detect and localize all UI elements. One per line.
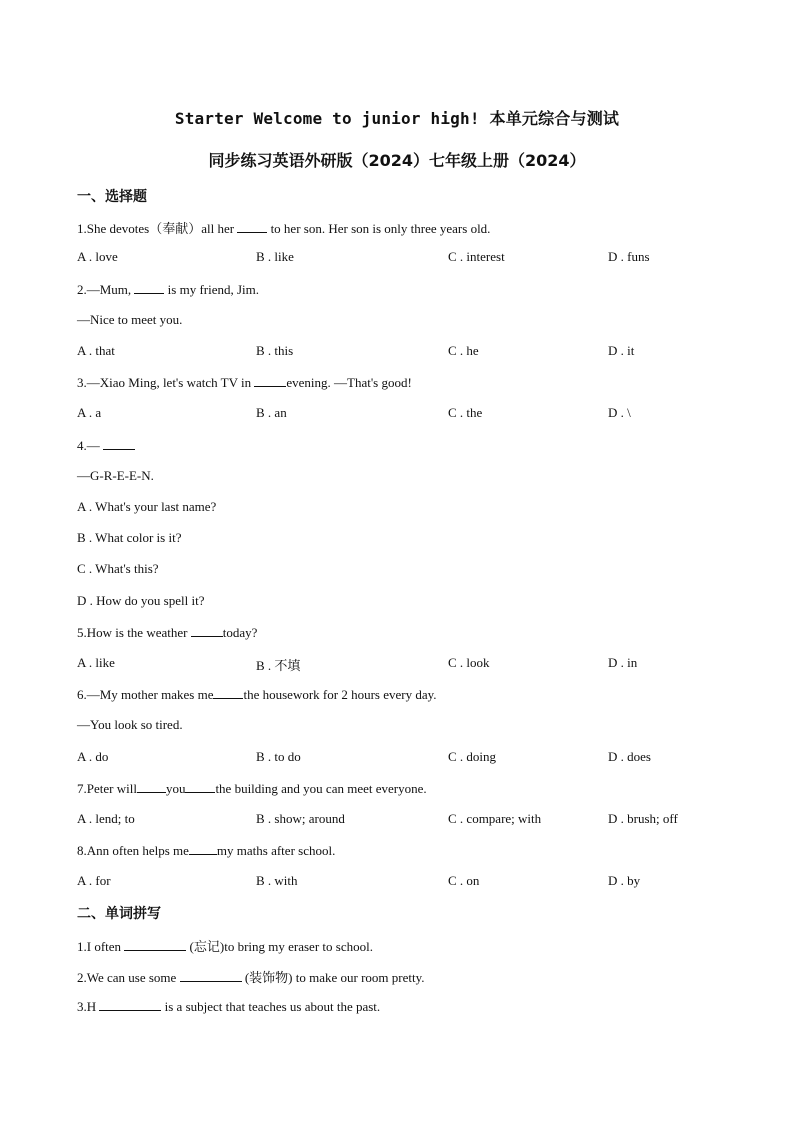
option-c[interactable]: C . doing (448, 749, 497, 764)
section-heading-spelling: 二、单词拼写 (77, 906, 161, 922)
title-line-2: 同步练习英语外研版（2024）七年级上册（2024） (208, 151, 586, 170)
question-7 (77, 780, 427, 797)
question-7-text-b: you (165, 781, 186, 796)
question-8-text-a: 8.Ann often helps me (77, 843, 189, 858)
question-3-text-a: 3.—Xiao Ming, let's watch TV in (77, 375, 255, 390)
option-b[interactable]: B . with (256, 873, 298, 888)
question-6-text-b: the housework for 2 hours every day. (243, 687, 437, 702)
option-c[interactable]: C . on (448, 873, 480, 888)
question-5-text-a: 5.How is the weather (77, 625, 191, 640)
spelling-3-text-b: is a subject that teaches us about the past. (161, 999, 381, 1014)
spelling-2 (77, 967, 424, 986)
option-d[interactable]: D . in (608, 655, 638, 670)
option-b[interactable]: B . like (256, 249, 294, 264)
option-d[interactable]: D . by (608, 873, 641, 888)
question-5 (77, 624, 257, 641)
question-8-options (0, 873, 794, 891)
option-d[interactable]: D . funs (608, 249, 650, 264)
question-2-reply: —Nice to meet you. (77, 312, 183, 327)
question-6-text-a: 6.—My mother makes me (77, 687, 214, 702)
spelling-1-text-a: 1.I often (77, 939, 125, 954)
option-a[interactable]: A . do (77, 749, 109, 764)
option-b[interactable]: B . 不填 (256, 658, 301, 673)
question-5-options (0, 655, 794, 673)
question-1 (77, 218, 490, 237)
spelling-1 (77, 936, 373, 955)
title-line-1: Starter Welcome to junior high! 本单元综合与测试 (174, 109, 620, 128)
question-8 (77, 842, 335, 859)
option-c[interactable]: C . he (448, 343, 479, 358)
question-1-text-b: to her son. Her son is only three years old. (267, 221, 491, 236)
question-1-text-a: 1.She devotes（奉献）all her (77, 221, 238, 236)
answer-blank (237, 220, 267, 233)
option-d[interactable]: D . How do you spell it? (77, 593, 205, 608)
spelling-2-text-a: 2.We can use some (77, 970, 180, 985)
answer-blank[interactable] (124, 938, 186, 951)
option-a[interactable]: A . that (77, 343, 115, 358)
question-4-reply: —G-R-E-E-N. (77, 468, 154, 483)
option-a[interactable]: A . like (77, 655, 115, 670)
question-6-reply: —You look so tired. (77, 717, 183, 732)
section-heading-multiple-choice: 一、选择题 (77, 189, 147, 205)
question-7-text-c: the building and you can meet everyone. (215, 781, 427, 796)
question-3-text-b: evening. —That's good! (286, 375, 412, 390)
option-b[interactable]: B . an (256, 405, 287, 420)
answer-blank[interactable] (99, 998, 161, 1011)
question-6-options (0, 749, 794, 767)
question-2-text-a: 2.—Mum, (77, 282, 135, 297)
option-b[interactable]: B . show; around (256, 811, 345, 826)
question-5-text-b: today? (222, 625, 258, 640)
option-d[interactable]: D . does (608, 749, 651, 764)
option-a[interactable]: A . a (77, 405, 102, 420)
option-a[interactable]: A . What's your last name? (77, 499, 217, 514)
option-c[interactable]: C . look (448, 655, 490, 670)
option-a[interactable]: A . for (77, 873, 111, 888)
question-3-options (0, 405, 794, 423)
spelling-3 (77, 998, 380, 1015)
option-c[interactable]: C . interest (448, 249, 505, 264)
spelling-2-text-b: (装饰物) to make our room pretty. (241, 970, 425, 985)
answer-blank (191, 624, 223, 637)
answer-blank (185, 780, 215, 793)
question-7-text-a: 7.Peter will (77, 781, 137, 796)
option-c[interactable]: C . compare; with (448, 811, 542, 826)
option-d[interactable]: D . brush; off (608, 811, 678, 826)
answer-blank (103, 437, 135, 450)
question-1-options (0, 249, 794, 267)
option-c[interactable]: C . the (448, 405, 483, 420)
option-c[interactable]: C . What's this? (77, 561, 159, 576)
option-d[interactable]: D . \ (608, 405, 631, 420)
question-2 (77, 281, 259, 298)
question-2-options (0, 343, 794, 361)
answer-blank (213, 686, 243, 699)
spelling-1-text-b: (忘记)to bring my eraser to school. (186, 939, 373, 954)
question-4 (77, 437, 135, 454)
option-a[interactable]: A . love (77, 249, 118, 264)
question-3 (77, 374, 412, 391)
answer-blank (189, 842, 217, 855)
question-7-options (0, 811, 794, 829)
answer-blank (254, 374, 286, 387)
question-8-text-b: my maths after school. (216, 843, 336, 858)
option-d[interactable]: D . it (608, 343, 635, 358)
question-4-text-a: 4.— (77, 438, 103, 453)
answer-blank (134, 281, 164, 294)
option-b[interactable]: B . What color is it? (77, 530, 182, 545)
option-a[interactable]: A . lend; to (77, 811, 135, 826)
option-b[interactable]: B . this (256, 343, 294, 358)
question-6 (77, 686, 437, 703)
option-b[interactable]: B . to do (256, 749, 301, 764)
answer-blank (137, 780, 166, 793)
answer-blank[interactable] (180, 969, 242, 982)
spelling-3-text-a: 3.H (77, 999, 100, 1014)
question-2-text-b: is my friend, Jim. (164, 282, 260, 297)
